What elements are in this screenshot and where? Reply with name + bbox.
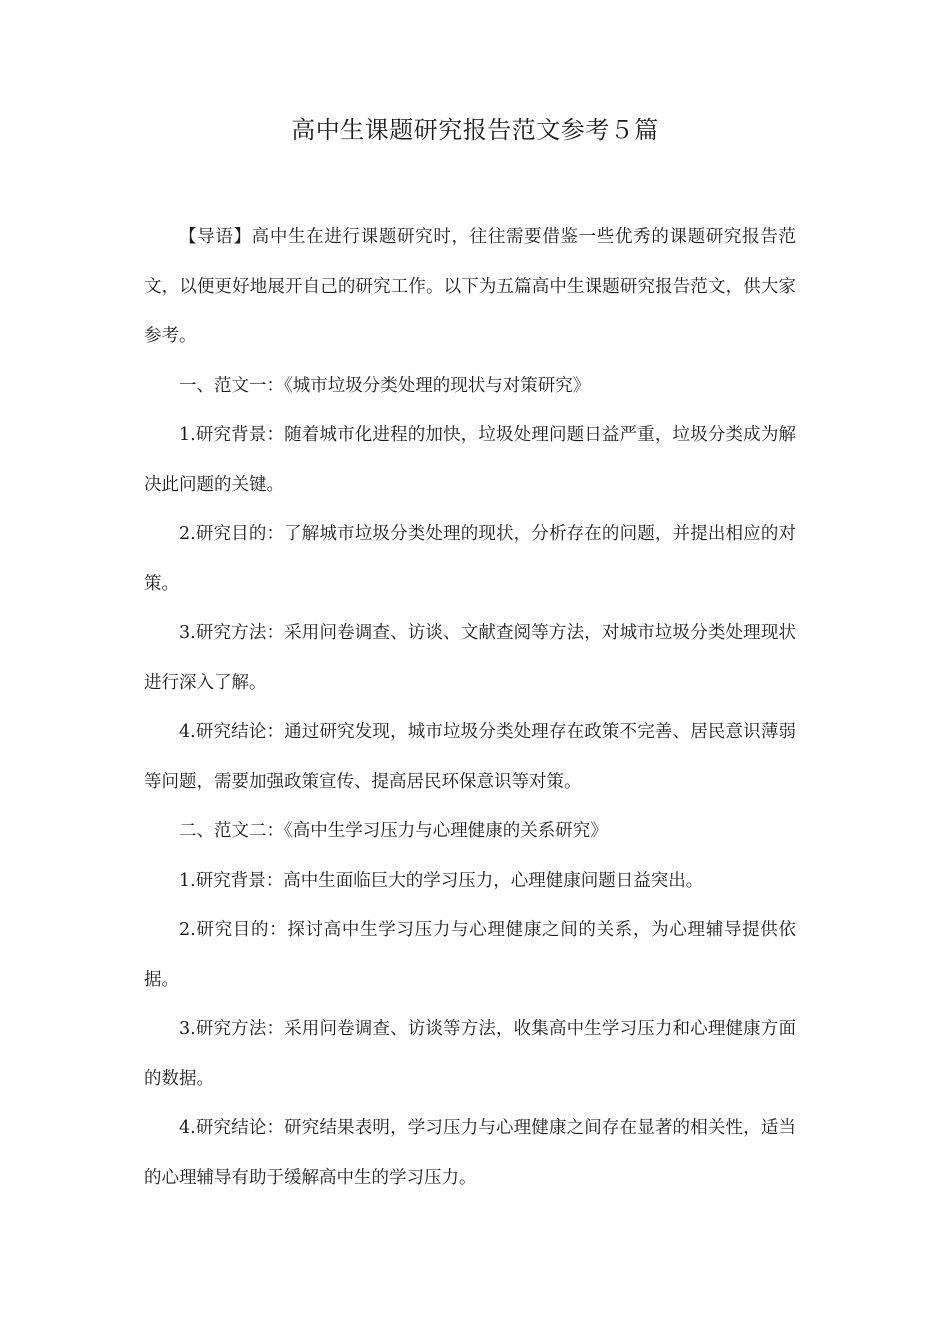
intro-paragraph: 【导语】高中生在进行课题研究时，往往需要借鉴一些优秀的课题研究报告范文，以便更好地展开自己的研究工作。以下为五篇高中生课题研究报告范文，供大家参考。 — [144, 227, 796, 346]
section-heading-2: 二、范文二：《高中生学习压力与心理健康的关系研究》 — [179, 821, 608, 841]
section-heading-1: 一、范文一：《城市垃圾分类处理的现状与对策研究》 — [179, 375, 591, 396]
paragraph: 4.研究结论：研究结果表明，学习压力与心理健康之间存在显著的相关性，适当的心理辅导有助于缓解高中生的学习压力。 — [144, 1118, 796, 1188]
paragraph: 4.研究结论：通过研究发现，城市垃圾分类处理存在政策不完善、居民意识薄弱等问题，需要加强政策宣传、提高居民环保意识等对策。 — [144, 722, 796, 792]
page-title: 高中生课题研究报告范文参考５篇 — [291, 116, 659, 144]
paragraph: 3.研究方法：采用问卷调查、访谈、文献查阅等方法，对城市垃圾分类处理现状进行深入了解。 — [144, 623, 796, 693]
document-body — [144, 213, 796, 1203]
paragraph: 3.研究方法：采用问卷调查、访谈等方法，收集高中生学习压力和心理健康方面的数据。 — [144, 1019, 796, 1089]
paragraph: 1.研究背景：随着城市化进程的加快，垃圾处理问题日益严重，垃圾分类成为解决此问题的关键。 — [144, 425, 796, 495]
paragraph: 1.研究背景：高中生面临巨大的学习压力，心理健康问题日益突出。 — [179, 870, 704, 891]
paragraph: 2.研究目的：了解城市垃圾分类处理的现状，分析存在的问题，并提出相应的对策。 — [144, 524, 796, 594]
paragraph: 2.研究目的：探讨高中生学习压力与心理健康之间的关系，为心理辅导提供依据。 — [144, 920, 796, 990]
